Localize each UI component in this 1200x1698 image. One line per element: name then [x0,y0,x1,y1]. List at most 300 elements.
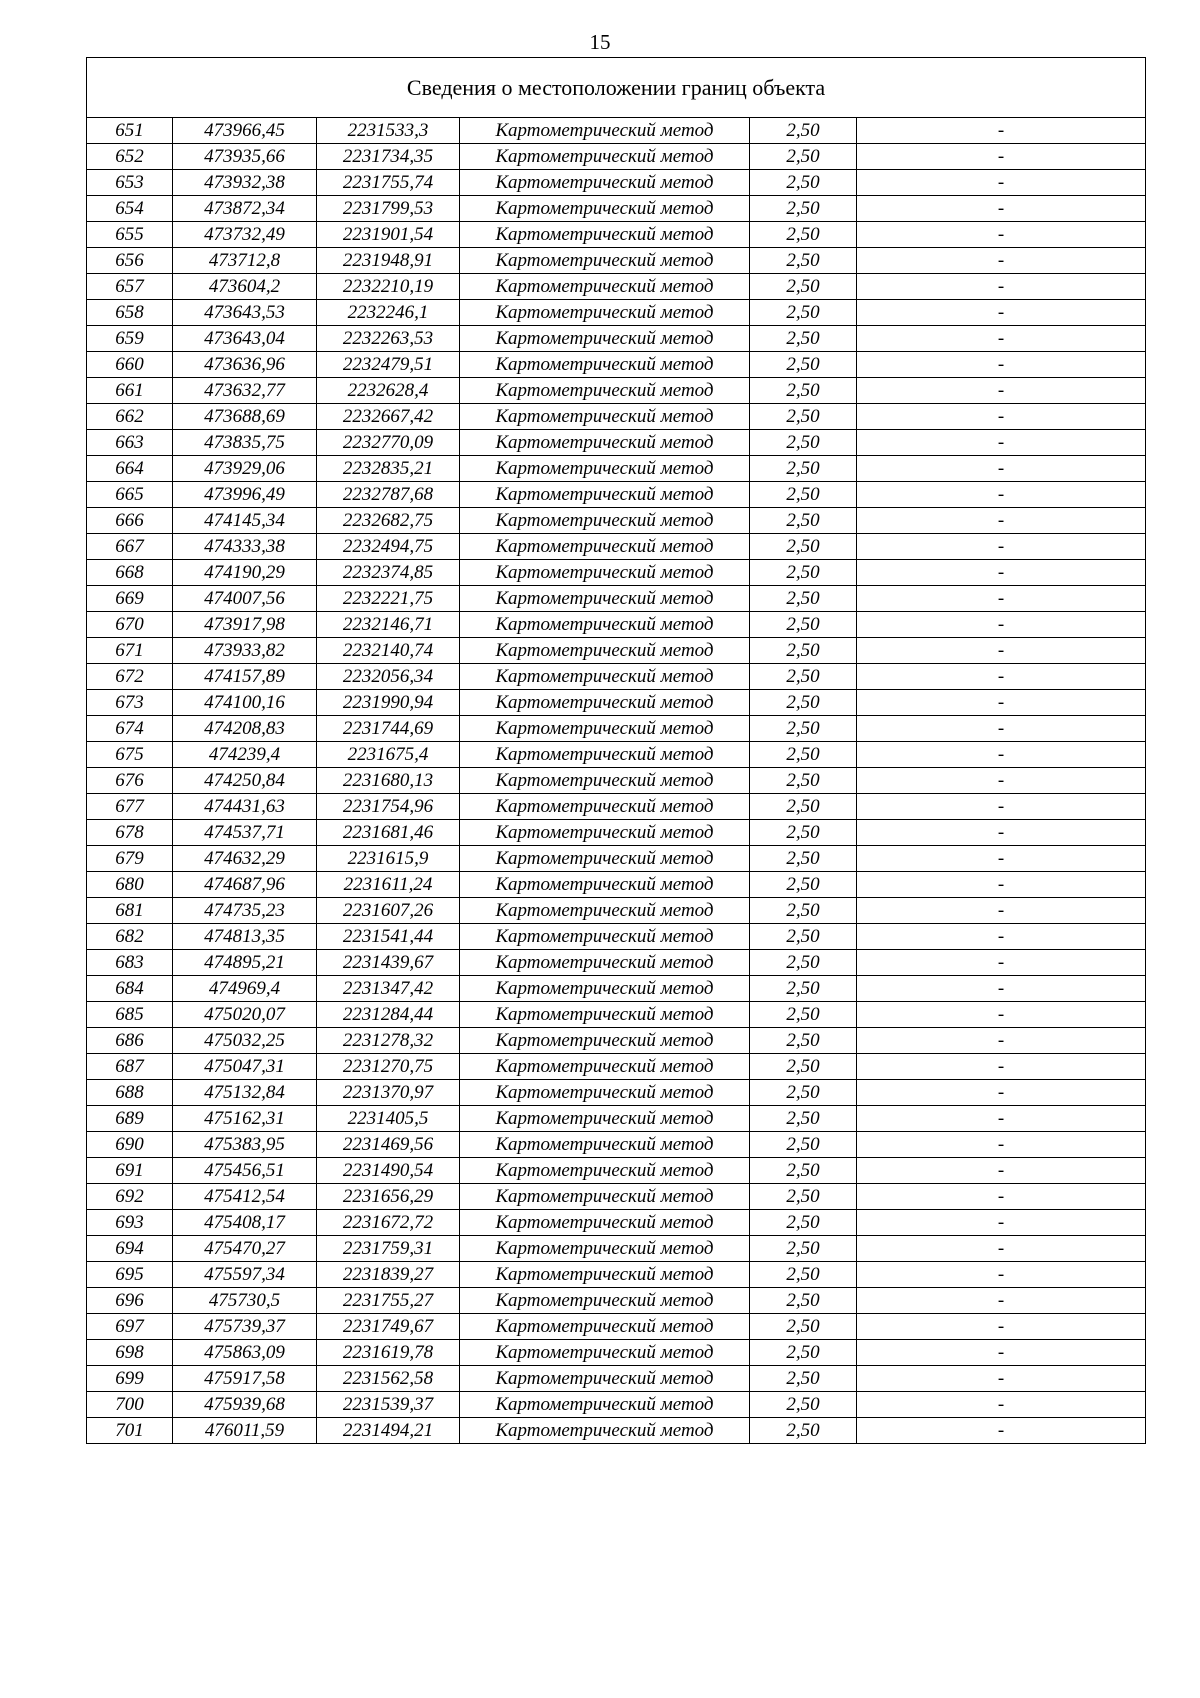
x-coordinate-cell: 475863,09 [173,1340,317,1366]
point-number-cell: 681 [87,898,173,924]
table-row [87,404,1146,430]
accuracy-cell: 2,50 [750,326,857,352]
x-coordinate-cell: 476011,59 [173,1418,317,1444]
y-coordinate-cell: 2232479,51 [317,352,460,378]
table-row [87,248,1146,274]
y-coordinate-cell: 2231533,3 [317,118,460,144]
method-cell: Картометрический метод [460,352,750,378]
table-row [87,456,1146,482]
description-cell: - [857,144,1146,170]
x-coordinate-cell: 474333,38 [173,534,317,560]
x-coordinate-cell: 473966,45 [173,118,317,144]
y-coordinate-cell: 2231541,44 [317,924,460,950]
boundary-coordinates-table [86,57,1146,1444]
table-row [87,794,1146,820]
x-coordinate-cell: 475597,34 [173,1262,317,1288]
x-coordinate-cell: 474632,29 [173,846,317,872]
table-row [87,950,1146,976]
method-cell: Картометрический метод [460,794,750,820]
x-coordinate-cell: 475470,27 [173,1236,317,1262]
x-coordinate-cell: 475939,68 [173,1392,317,1418]
description-cell: - [857,482,1146,508]
method-cell: Картометрический метод [460,976,750,1002]
accuracy-cell: 2,50 [750,1054,857,1080]
table-row [87,612,1146,638]
y-coordinate-cell: 2231405,5 [317,1106,460,1132]
description-cell: - [857,924,1146,950]
description-cell: - [857,690,1146,716]
description-cell: - [857,404,1146,430]
table-row [87,690,1146,716]
accuracy-cell: 2,50 [750,274,857,300]
method-cell: Картометрический метод [460,456,750,482]
description-cell: - [857,1314,1146,1340]
description-cell: - [857,300,1146,326]
accuracy-cell: 2,50 [750,482,857,508]
point-number-cell: 672 [87,664,173,690]
accuracy-cell: 2,50 [750,1158,857,1184]
x-coordinate-cell: 474969,4 [173,976,317,1002]
x-coordinate-cell: 473643,53 [173,300,317,326]
accuracy-cell: 2,50 [750,716,857,742]
point-number-cell: 695 [87,1262,173,1288]
method-cell: Картометрический метод [460,1158,750,1184]
method-cell: Картометрический метод [460,638,750,664]
y-coordinate-cell: 2232140,74 [317,638,460,664]
y-coordinate-cell: 2232787,68 [317,482,460,508]
method-cell: Картометрический метод [460,820,750,846]
accuracy-cell: 2,50 [750,586,857,612]
description-cell: - [857,1158,1146,1184]
method-cell: Картометрический метод [460,1184,750,1210]
description-cell: - [857,898,1146,924]
x-coordinate-cell: 474239,4 [173,742,317,768]
x-coordinate-cell: 475032,25 [173,1028,317,1054]
accuracy-cell: 2,50 [750,1002,857,1028]
description-cell: - [857,456,1146,482]
y-coordinate-cell: 2231619,78 [317,1340,460,1366]
point-number-cell: 656 [87,248,173,274]
table-title-row [87,58,1146,118]
table-row [87,352,1146,378]
x-coordinate-cell: 474735,23 [173,898,317,924]
accuracy-cell: 2,50 [750,1028,857,1054]
table-row [87,1054,1146,1080]
y-coordinate-cell: 2231749,67 [317,1314,460,1340]
table-row [87,1132,1146,1158]
y-coordinate-cell: 2231755,74 [317,170,460,196]
point-number-cell: 670 [87,612,173,638]
table-title: Сведения о местоположении границ объекта [87,58,1146,118]
page-number: 15 [589,30,611,54]
y-coordinate-cell: 2231839,27 [317,1262,460,1288]
method-cell: Картометрический метод [460,716,750,742]
accuracy-cell: 2,50 [750,170,857,196]
point-number-cell: 698 [87,1340,173,1366]
accuracy-cell: 2,50 [750,196,857,222]
y-coordinate-cell: 2231284,44 [317,1002,460,1028]
accuracy-cell: 2,50 [750,898,857,924]
accuracy-cell: 2,50 [750,1314,857,1340]
y-coordinate-cell: 2231615,9 [317,846,460,872]
method-cell: Картометрический метод [460,326,750,352]
table-row [87,924,1146,950]
table-row [87,482,1146,508]
point-number-cell: 669 [87,586,173,612]
description-cell: - [857,170,1146,196]
table-row [87,1366,1146,1392]
method-cell: Картометрический метод [460,1262,750,1288]
description-cell: - [857,560,1146,586]
method-cell: Картометрический метод [460,430,750,456]
point-number-cell: 694 [87,1236,173,1262]
method-cell: Картометрический метод [460,1366,750,1392]
accuracy-cell: 2,50 [750,1418,857,1444]
table-row [87,1184,1146,1210]
y-coordinate-cell: 2231990,94 [317,690,460,716]
method-cell: Картометрический метод [460,1132,750,1158]
x-coordinate-cell: 474537,71 [173,820,317,846]
x-coordinate-cell: 475047,31 [173,1054,317,1080]
y-coordinate-cell: 2231681,46 [317,820,460,846]
y-coordinate-cell: 2231607,26 [317,898,460,924]
accuracy-cell: 2,50 [750,976,857,1002]
accuracy-cell: 2,50 [750,1236,857,1262]
table-row [87,144,1146,170]
description-cell: - [857,1366,1146,1392]
accuracy-cell: 2,50 [750,664,857,690]
table-row [87,1158,1146,1184]
y-coordinate-cell: 2231901,54 [317,222,460,248]
point-number-cell: 690 [87,1132,173,1158]
description-cell: - [857,742,1146,768]
y-coordinate-cell: 2231755,27 [317,1288,460,1314]
method-cell: Картометрический метод [460,1418,750,1444]
table-row [87,378,1146,404]
point-number-cell: 674 [87,716,173,742]
point-number-cell: 653 [87,170,173,196]
accuracy-cell: 2,50 [750,1080,857,1106]
y-coordinate-cell: 2232146,71 [317,612,460,638]
accuracy-cell: 2,50 [750,118,857,144]
table-body [87,58,1146,1444]
point-number-cell: 654 [87,196,173,222]
x-coordinate-cell: 475162,31 [173,1106,317,1132]
point-number-cell: 667 [87,534,173,560]
table-row [87,1002,1146,1028]
x-coordinate-cell: 474145,34 [173,508,317,534]
method-cell: Картометрический метод [460,768,750,794]
table-row [87,118,1146,144]
table-row [87,196,1146,222]
method-cell: Картометрический метод [460,482,750,508]
x-coordinate-cell: 474190,29 [173,560,317,586]
y-coordinate-cell: 2231539,37 [317,1392,460,1418]
y-coordinate-cell: 2231562,58 [317,1366,460,1392]
y-coordinate-cell: 2232374,85 [317,560,460,586]
table-row [87,664,1146,690]
accuracy-cell: 2,50 [750,1210,857,1236]
accuracy-cell: 2,50 [750,950,857,976]
table-row [87,872,1146,898]
y-coordinate-cell: 2231759,31 [317,1236,460,1262]
method-cell: Картометрический метод [460,1314,750,1340]
description-cell: - [857,196,1146,222]
method-cell: Картометрический метод [460,924,750,950]
point-number-cell: 699 [87,1366,173,1392]
method-cell: Картометрический метод [460,534,750,560]
y-coordinate-cell: 2232221,75 [317,586,460,612]
accuracy-cell: 2,50 [750,638,857,664]
method-cell: Картометрический метод [460,1210,750,1236]
y-coordinate-cell: 2231799,53 [317,196,460,222]
method-cell: Картометрический метод [460,742,750,768]
table-row [87,1080,1146,1106]
point-number-cell: 651 [87,118,173,144]
description-cell: - [857,872,1146,898]
method-cell: Картометрический метод [460,1236,750,1262]
point-number-cell: 697 [87,1314,173,1340]
x-coordinate-cell: 474100,16 [173,690,317,716]
description-cell: - [857,118,1146,144]
y-coordinate-cell: 2231370,97 [317,1080,460,1106]
x-coordinate-cell: 473632,77 [173,378,317,404]
y-coordinate-cell: 2231656,29 [317,1184,460,1210]
x-coordinate-cell: 474431,63 [173,794,317,820]
x-coordinate-cell: 475408,17 [173,1210,317,1236]
table-row [87,560,1146,586]
description-cell: - [857,1106,1146,1132]
point-number-cell: 677 [87,794,173,820]
y-coordinate-cell: 2232246,1 [317,300,460,326]
description-cell: - [857,1080,1146,1106]
description-cell: - [857,664,1146,690]
point-number-cell: 659 [87,326,173,352]
x-coordinate-cell: 473996,49 [173,482,317,508]
x-coordinate-cell: 473929,06 [173,456,317,482]
method-cell: Картометрический метод [460,274,750,300]
point-number-cell: 700 [87,1392,173,1418]
description-cell: - [857,508,1146,534]
table-row [87,274,1146,300]
accuracy-cell: 2,50 [750,404,857,430]
accuracy-cell: 2,50 [750,508,857,534]
description-cell: - [857,976,1146,1002]
x-coordinate-cell: 473872,34 [173,196,317,222]
method-cell: Картометрический метод [460,950,750,976]
method-cell: Картометрический метод [460,118,750,144]
x-coordinate-cell: 475132,84 [173,1080,317,1106]
point-number-cell: 661 [87,378,173,404]
point-number-cell: 657 [87,274,173,300]
description-cell: - [857,1288,1146,1314]
accuracy-cell: 2,50 [750,560,857,586]
table-row [87,534,1146,560]
accuracy-cell: 2,50 [750,534,857,560]
description-cell: - [857,534,1146,560]
method-cell: Картометрический метод [460,170,750,196]
description-cell: - [857,1340,1146,1366]
method-cell: Картометрический метод [460,378,750,404]
description-cell: - [857,1392,1146,1418]
x-coordinate-cell: 474895,21 [173,950,317,976]
accuracy-cell: 2,50 [750,456,857,482]
accuracy-cell: 2,50 [750,1106,857,1132]
accuracy-cell: 2,50 [750,1392,857,1418]
table-row [87,430,1146,456]
description-cell: - [857,716,1146,742]
description-cell: - [857,1418,1146,1444]
table-row [87,716,1146,742]
table-row [87,170,1146,196]
x-coordinate-cell: 473917,98 [173,612,317,638]
y-coordinate-cell: 2232628,4 [317,378,460,404]
method-cell: Картометрический метод [460,248,750,274]
accuracy-cell: 2,50 [750,1262,857,1288]
accuracy-cell: 2,50 [750,612,857,638]
method-cell: Картометрический метод [460,508,750,534]
point-number-cell: 676 [87,768,173,794]
point-number-cell: 682 [87,924,173,950]
y-coordinate-cell: 2231278,32 [317,1028,460,1054]
y-coordinate-cell: 2231675,4 [317,742,460,768]
x-coordinate-cell: 474208,83 [173,716,317,742]
table-row [87,1262,1146,1288]
method-cell: Картометрический метод [460,1288,750,1314]
point-number-cell: 652 [87,144,173,170]
table-row [87,638,1146,664]
y-coordinate-cell: 2231680,13 [317,768,460,794]
description-cell: - [857,378,1146,404]
description-cell: - [857,274,1146,300]
point-number-cell: 665 [87,482,173,508]
description-cell: - [857,222,1146,248]
x-coordinate-cell: 473688,69 [173,404,317,430]
accuracy-cell: 2,50 [750,300,857,326]
table-row [87,1210,1146,1236]
point-number-cell: 680 [87,872,173,898]
y-coordinate-cell: 2232263,53 [317,326,460,352]
table-row [87,1106,1146,1132]
point-number-cell: 666 [87,508,173,534]
point-number-cell: 683 [87,950,173,976]
method-cell: Картометрический метод [460,144,750,170]
table-row [87,1236,1146,1262]
y-coordinate-cell: 2231494,21 [317,1418,460,1444]
accuracy-cell: 2,50 [750,352,857,378]
point-number-cell: 678 [87,820,173,846]
point-number-cell: 658 [87,300,173,326]
accuracy-cell: 2,50 [750,378,857,404]
point-number-cell: 671 [87,638,173,664]
description-cell: - [857,1132,1146,1158]
x-coordinate-cell: 473835,75 [173,430,317,456]
table-row [87,742,1146,768]
x-coordinate-cell: 473935,66 [173,144,317,170]
y-coordinate-cell: 2232770,09 [317,430,460,456]
x-coordinate-cell: 475383,95 [173,1132,317,1158]
x-coordinate-cell: 475020,07 [173,1002,317,1028]
point-number-cell: 692 [87,1184,173,1210]
table-row [87,820,1146,846]
description-cell: - [857,326,1146,352]
point-number-cell: 675 [87,742,173,768]
point-number-cell: 688 [87,1080,173,1106]
description-cell: - [857,430,1146,456]
x-coordinate-cell: 473933,82 [173,638,317,664]
x-coordinate-cell: 473636,96 [173,352,317,378]
accuracy-cell: 2,50 [750,768,857,794]
description-cell: - [857,1054,1146,1080]
accuracy-cell: 2,50 [750,820,857,846]
point-number-cell: 673 [87,690,173,716]
x-coordinate-cell: 473604,2 [173,274,317,300]
point-number-cell: 701 [87,1418,173,1444]
method-cell: Картометрический метод [460,222,750,248]
description-cell: - [857,638,1146,664]
method-cell: Картометрический метод [460,196,750,222]
method-cell: Картометрический метод [460,586,750,612]
table-row [87,976,1146,1002]
description-cell: - [857,352,1146,378]
table-row [87,846,1146,872]
point-number-cell: 664 [87,456,173,482]
y-coordinate-cell: 2231672,72 [317,1210,460,1236]
x-coordinate-cell: 474250,84 [173,768,317,794]
point-number-cell: 663 [87,430,173,456]
table-row [87,508,1146,534]
x-coordinate-cell: 475739,37 [173,1314,317,1340]
description-cell: - [857,612,1146,638]
method-cell: Картометрический метод [460,404,750,430]
accuracy-cell: 2,50 [750,690,857,716]
description-cell: - [857,950,1146,976]
point-number-cell: 693 [87,1210,173,1236]
accuracy-cell: 2,50 [750,742,857,768]
method-cell: Картометрический метод [460,560,750,586]
table-row [87,1288,1146,1314]
method-cell: Картометрический метод [460,1106,750,1132]
table-row [87,898,1146,924]
x-coordinate-cell: 475730,5 [173,1288,317,1314]
method-cell: Картометрический метод [460,300,750,326]
point-number-cell: 660 [87,352,173,378]
y-coordinate-cell: 2232667,42 [317,404,460,430]
point-number-cell: 684 [87,976,173,1002]
accuracy-cell: 2,50 [750,872,857,898]
y-coordinate-cell: 2231611,24 [317,872,460,898]
y-coordinate-cell: 2232682,75 [317,508,460,534]
accuracy-cell: 2,50 [750,1132,857,1158]
x-coordinate-cell: 475412,54 [173,1184,317,1210]
method-cell: Картометрический метод [460,690,750,716]
accuracy-cell: 2,50 [750,1184,857,1210]
x-coordinate-cell: 474813,35 [173,924,317,950]
table-row [87,586,1146,612]
table-row [87,326,1146,352]
y-coordinate-cell: 2231469,56 [317,1132,460,1158]
method-cell: Картометрический метод [460,1002,750,1028]
method-cell: Картометрический метод [460,1340,750,1366]
method-cell: Картометрический метод [460,1028,750,1054]
method-cell: Картометрический метод [460,1080,750,1106]
description-cell: - [857,794,1146,820]
accuracy-cell: 2,50 [750,1288,857,1314]
x-coordinate-cell: 474007,56 [173,586,317,612]
y-coordinate-cell: 2231490,54 [317,1158,460,1184]
table-row [87,768,1146,794]
accuracy-cell: 2,50 [750,1366,857,1392]
